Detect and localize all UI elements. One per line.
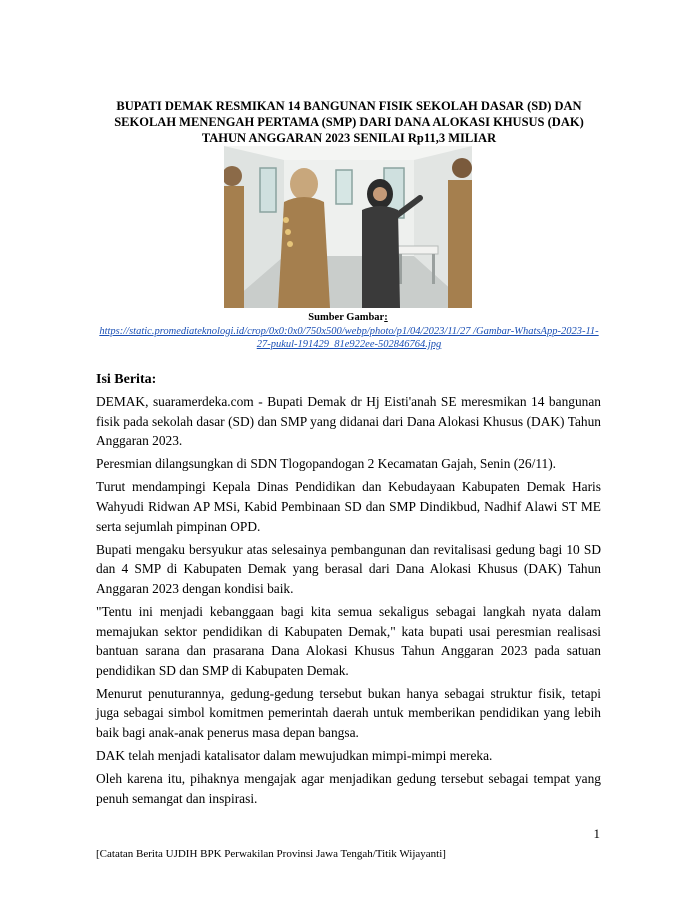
- paragraph: Menurut penuturannya, gedung-gedung tersebut bukan hanya sebagai struktur fisik, tetapi juga sebagai simbol komitmen pemerintah daerah untuk memberikan pendidikan yang lebih baik bagi anak-anak penerus masa depan bangsa.: [96, 685, 601, 740]
- photo-officials-classroom-icon: [224, 146, 472, 308]
- paragraph: DAK telah menjadi katalisator dalam mewujudkan mimpi-mimpi mereka.: [96, 748, 493, 764]
- news-body: [96, 392, 601, 812]
- document-title: BUPATI DEMAK RESMIKAN 14 BANGUNAN FISIK SEKOLAH DASAR (SD) DAN SEKOLAH MENENGAH PERTAMA (SMP) DARI DANA ALOKASI KHUSUS (DAK) TAHUN ANGGARAN 2023 SENILAI Rp11,3 MILIAR: [114, 99, 584, 145]
- page-footer: [Catatan Berita UJDIH BPK Perwakilan Provinsi Jawa Tengah/Titik Wijayanti]: [96, 848, 446, 860]
- paragraph: Peresmian dilangsungkan di SDN Tlogopandogan 2 Kecamatan Gajah, Senin (26/11).: [96, 456, 557, 472]
- paragraph: Bupati mengaku bersyukur atas selesainya pembangunan dan revitalisasi gedung bagi 10 SD dan 4 SMP di Kabupaten Demak yang berasal dari Dana Alokasi Khusus (DAK) Tahun Anggaran 2023 dengan kondisi baik.: [96, 541, 601, 596]
- paragraph: "Tentu ini menjadi kebanggaan bagi kita semua sekaligus sebagai langkah nyata dalam memajukan sektor pendidikan di Kabupaten Demak," kata bupati usai peresmian realisasi bantuan sarana dan prasarana Dana Alokasi Khusus Tahun Anggaran 2023 pada satuan pendidikan SD dan SMP di Kabupaten Demak.: [96, 603, 601, 678]
- paragraph: DEMAK, suaramerdeka.com - Bupati Demak dr Hj Eisti'anah SE meresmikan 14 bangunan fisik pada sekolah dasar (SD) dan SMP yang didanai dari Dana Alokasi Khusus (DAK) Tahun Anggaran 2023.: [96, 394, 601, 449]
- paragraph: Turut mendampingi Kepala Dinas Pendidikan dan Kebudayaan Kabupaten Demak Haris Wahyudi Ridwan AP MSi, Kabid Pembinaan SD dan SMP Dindikbud, Nadhif Alawi ST ME serta sejumlah pimpinan OPD.: [96, 479, 601, 534]
- photo-caption-label: Sumber Gambar:: [308, 312, 388, 323]
- paragraph: Oleh karena itu, pihaknya mengajak agar menjadikan gedung tersebut sebagai tempat yang penuh semangat dan inspirasi.: [96, 771, 601, 806]
- news-photo: [224, 146, 472, 308]
- section-heading: Isi Berita:: [96, 372, 157, 387]
- page-number: 1: [593, 826, 600, 841]
- photo-source-link[interactable]: https://static.promediateknologi.id/crop/0x0:0x0/750x500/webp/photo/p1/04/2023/11/27 /Gambar-WhatsApp-2023-11-27-pukul-191429_81e922ee-502846764.jpg: [99, 326, 599, 350]
